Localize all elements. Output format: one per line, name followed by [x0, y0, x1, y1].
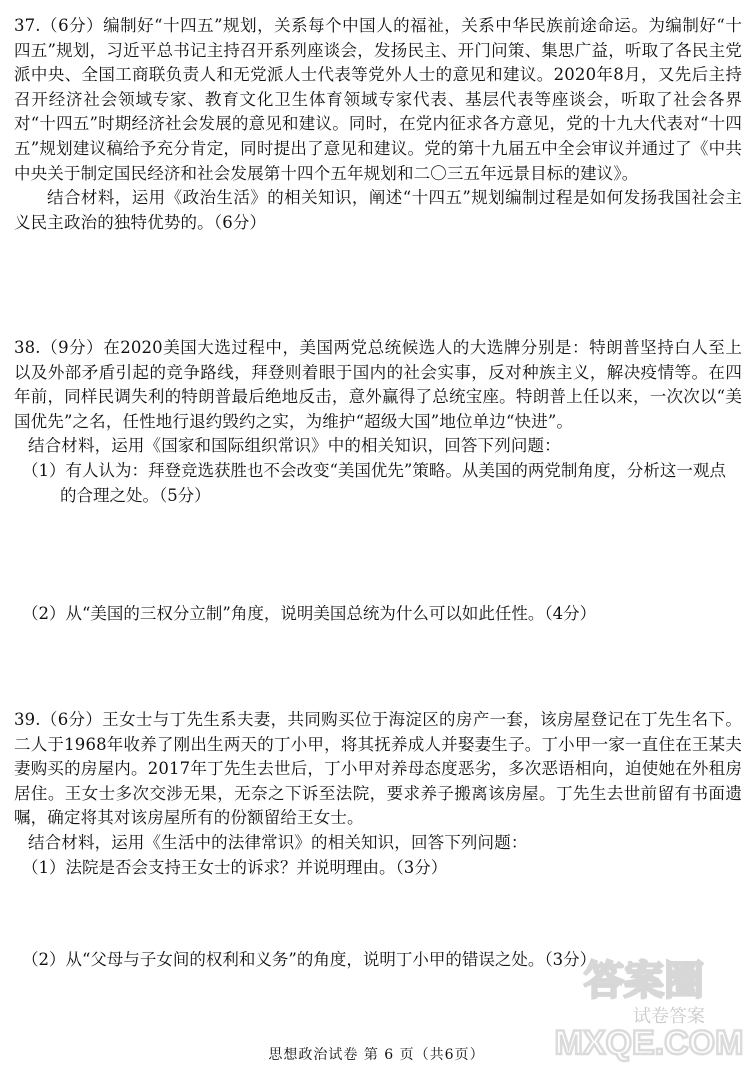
question-39 — [14, 708, 742, 969]
question-37-material: 37.（6分）编制好“十四五”规划，关系每个中国人的福祉，关系中华民族前途命运。为编制好“十四五”规划，习近平总书记主持召开系列座谈会，发扬民主、开门问策、集思广益，听取了各民主党派中央、全国工商联负责人和无党派人士代表等党外人士的意见和建议。2020年8月，又先后主持召开经济社会领域专家、教育文化卫生体育领域专家代表、基层代表等座谈会，听取了社会各界对“十四五”时期经济社会发展的意见和建议。同时，在党内征求各方意见，党的十九大代表对“十四五”规划建议稿给予充分肯定，同时提出了意见和建议。党的第十九届五中全会审议并通过了《中共中央关于制定国民经济和社会发展第十四个五年规划和二〇三五年远景目标的建议》。 — [14, 16, 742, 183]
question-38-material: 38.（9分）在2020美国大选过程中，美国两党总统候选人的大选牌分别是：特朗普坚持白人至上以及外部矛盾引起的竞争路线，拜登则着眼于国内的社会实事，反对种族主义，解决疫情等。在四年前，同样民调失利的特朗普最后绝地反击，意外赢得了总统宝座。特朗普上任以来，一次次以“美国优先”之名，任性地行退约毁约之实，为维护“超级大国”地位单边“快进”。 — [14, 338, 742, 431]
question-37-prompt: 结合材料，运用《政治生活》的相关知识，阐述“十四五”规划编制过程是如何发扬我国社会主义民主政治的独特优势的。（6分） — [14, 188, 742, 232]
question-39-sub-1: （1）法院是否会支持王女士的诉求？并说明理由。（3分） — [22, 857, 448, 877]
question-38-sub-2: （2）从“美国的三权分立制”角度，说明美国总统为什么可以如此任性。（4分） — [22, 604, 597, 623]
question-39-sub-2: （2）从“父母与子女间的权利和义务”的角度，说明丁小甲的错误之处。（3分） — [22, 950, 597, 969]
question-38-sub-1: （1）有人认为：拜登竞选获胜也不会改变“美国优先”策略。从美国的两党制角度，分析这一观点的合理之处。（5分） — [22, 460, 726, 505]
question-38 — [14, 336, 742, 623]
question-38-prompt: 结合材料，运用《国家和国际组织常识》中的相关知识，回答下列问题： — [28, 436, 561, 456]
question-37 — [14, 14, 742, 235]
page-footer: 思想政治试卷 第 6 页（共6页） — [268, 1047, 485, 1063]
question-39-prompt: 结合材料，运用《生活中的法律常识》的相关知识，回答下列问题： — [28, 832, 528, 852]
watermark-line-3: MXQE.COM — [554, 1024, 744, 1062]
watermark-line-2: 试卷答案 — [633, 1006, 705, 1026]
question-39-material: 39.（6分）王女士与丁先生系夫妻，共同购买位于海淀区的房产一套，该房屋登记在丁先生名下。二人于1968年收养了刚出生两天的丁小甲，将其抚养成人并娶妻生子。丁小甲一家一直住在王某夫妻购买的房屋内。2017年丁先生去世后，丁小甲对养母态度恶劣，多次恶语相向，迫使她在外租房居住。王女士多次交涉无果，无奈之下诉至法院，要求养子搬离该房屋。丁先生去世前留有书面遗嘱，确定将其对该房屋所有的份额留给王女士。 — [14, 710, 742, 828]
watermark-line-1: 答案圈 — [584, 959, 704, 1003]
